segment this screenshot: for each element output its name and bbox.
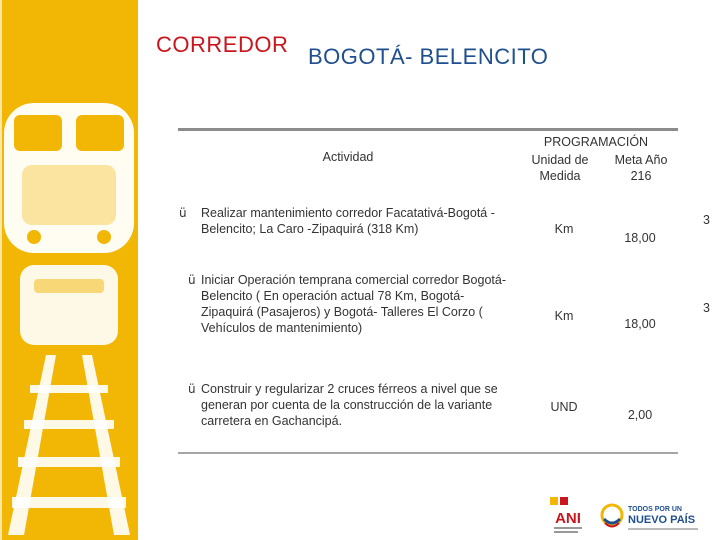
row-2-activity-line-2: Belencito ( En operación actual 78 Km, Bogotá- bbox=[201, 289, 465, 303]
row-1-goal: 18,00 bbox=[624, 231, 656, 245]
table-bottom-rule bbox=[178, 452, 678, 454]
row-1-activity-line-1: Realizar mantenimiento corredor Facatativá-Bogotá - bbox=[201, 206, 495, 220]
row-3-goal: 2,00 bbox=[627, 408, 653, 422]
row-3-activity-line-3: carretera en Gachancipá. bbox=[201, 414, 343, 428]
row-2-activity-line-4: Vehículos de mantenimiento) bbox=[201, 321, 363, 335]
table-top-rule bbox=[178, 128, 678, 131]
row-2-extra-value: 3 bbox=[703, 301, 710, 315]
check-icon: ü bbox=[188, 273, 196, 287]
row-2-unit: Km bbox=[554, 309, 574, 323]
ani-logo bbox=[548, 495, 588, 537]
svg-text:TODOS POR UN: TODOS POR UN bbox=[628, 506, 682, 513]
check-icon: ü bbox=[179, 206, 187, 220]
row-2-activity-line-3: Zipaquirá (Pasajeros) y Bogotá- Talleres El Corzo ( bbox=[201, 305, 483, 319]
title-corredor: CORREDOR bbox=[156, 32, 289, 57]
row-3-activity-line-1: Construir y regularizar 2 cruces férreos a nivel que se bbox=[201, 382, 498, 396]
header-activity: Actividad bbox=[322, 150, 374, 164]
title-route: BOGOTÁ- BELENCITO bbox=[308, 44, 549, 69]
header-unit-line2: Medida bbox=[539, 169, 581, 183]
row-2-goal: 18,00 bbox=[624, 317, 656, 331]
row-1-unit: Km bbox=[554, 222, 574, 236]
check-icon: ü bbox=[188, 382, 196, 396]
svg-text:ANI: ANI bbox=[555, 510, 581, 527]
gobierno-logo bbox=[600, 497, 715, 537]
train-icon bbox=[0, 95, 138, 535]
svg-text:NUEVO PAÍS: NUEVO PAÍS bbox=[628, 514, 696, 526]
row-3-unit: UND bbox=[550, 400, 578, 414]
row-3-activity-line-2: generan por cuenta de la construcción de la variante bbox=[201, 398, 493, 412]
row-2-activity-line-1: Iniciar Operación temprana comercial corredor Bogotá- bbox=[201, 273, 506, 287]
sidebar-banner bbox=[0, 0, 138, 540]
header-goal-line1: Meta Año bbox=[614, 153, 668, 167]
header-goal-line2: 216 bbox=[630, 169, 652, 183]
row-1-activity-line-2: Belencito; La Caro -Zipaquirá (318 Km) bbox=[201, 222, 419, 236]
header-programacion: PROGRAMACIÓN bbox=[543, 135, 649, 149]
header-unit-line1: Unidad de bbox=[531, 153, 589, 167]
row-1-extra-value: 3 bbox=[703, 213, 710, 227]
